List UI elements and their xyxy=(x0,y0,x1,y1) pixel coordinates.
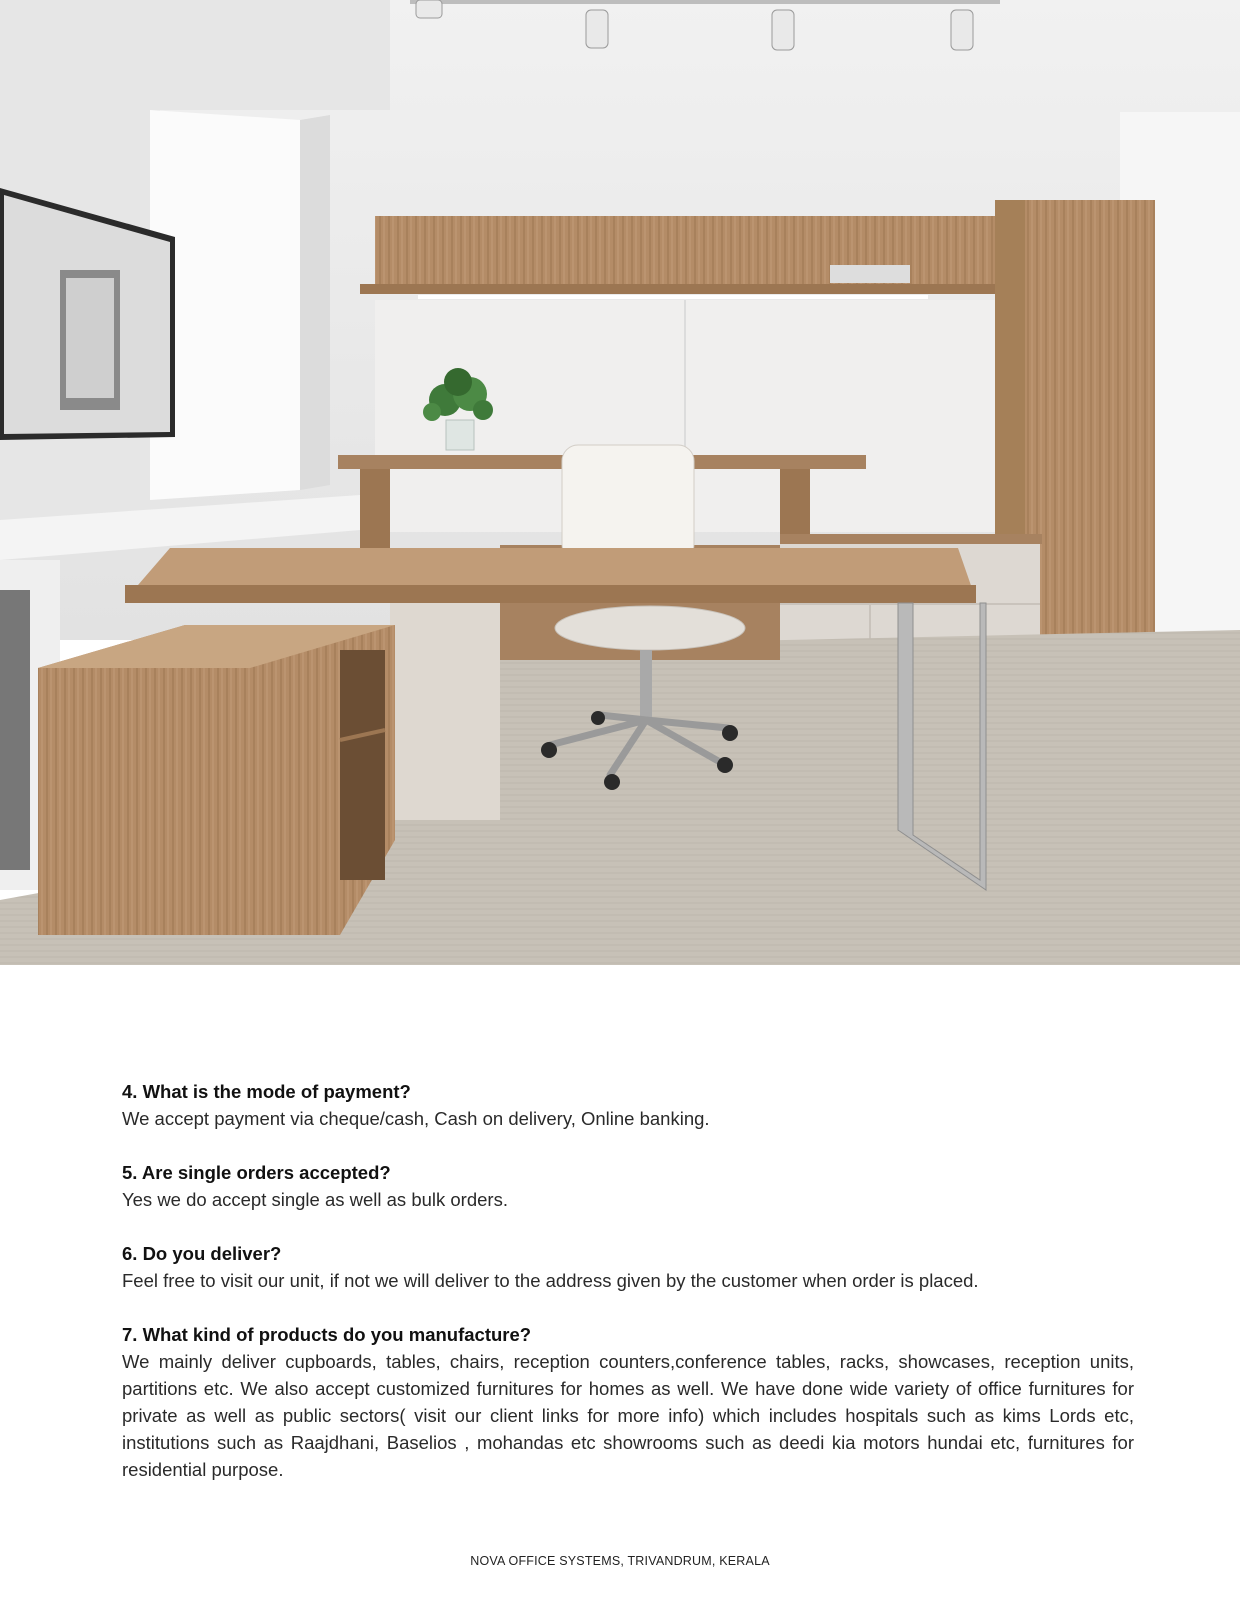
faq-answer: We mainly deliver cupboards, tables, chairs, reception counters,conference tables, racks, showcases, reception units, partitions etc. We also accept customized furnitures for homes as well. We have done wide variety of office furnitures for private as well as public sectors( visit our client links for more info) which includes hospitals such as kims Lords etc, institutions such as Raajdhani, Baselios , mohandas etc showrooms such as deedi kia motors hundai etc, furnitures for residential purpose. xyxy=(122,1351,1134,1480)
faq-item-payment xyxy=(122,1079,1134,1132)
faq-question: 6. Do you deliver? xyxy=(122,1243,282,1264)
faq-answer: We accept payment via cheque/cash, Cash on delivery, Online banking. xyxy=(122,1108,710,1129)
faq-item-delivery xyxy=(122,1241,1134,1294)
faq-answer: Feel free to visit our unit, if not we will deliver to the address given by the customer when order is placed. xyxy=(122,1270,979,1291)
faq-section xyxy=(122,1079,1134,1511)
faq-answer: Yes we do accept single as well as bulk orders. xyxy=(122,1189,508,1210)
faq-question: 5. Are single orders accepted? xyxy=(122,1162,391,1183)
page-footer: NOVA OFFICE SYSTEMS, TRIVANDRUM, KERALA xyxy=(470,1554,770,1568)
faq-item-products xyxy=(122,1322,1134,1483)
faq-item-single-orders xyxy=(122,1160,1134,1213)
faq-question: 4. What is the mode of payment? xyxy=(122,1081,411,1102)
faq-question: 7. What kind of products do you manufacture? xyxy=(122,1324,532,1345)
